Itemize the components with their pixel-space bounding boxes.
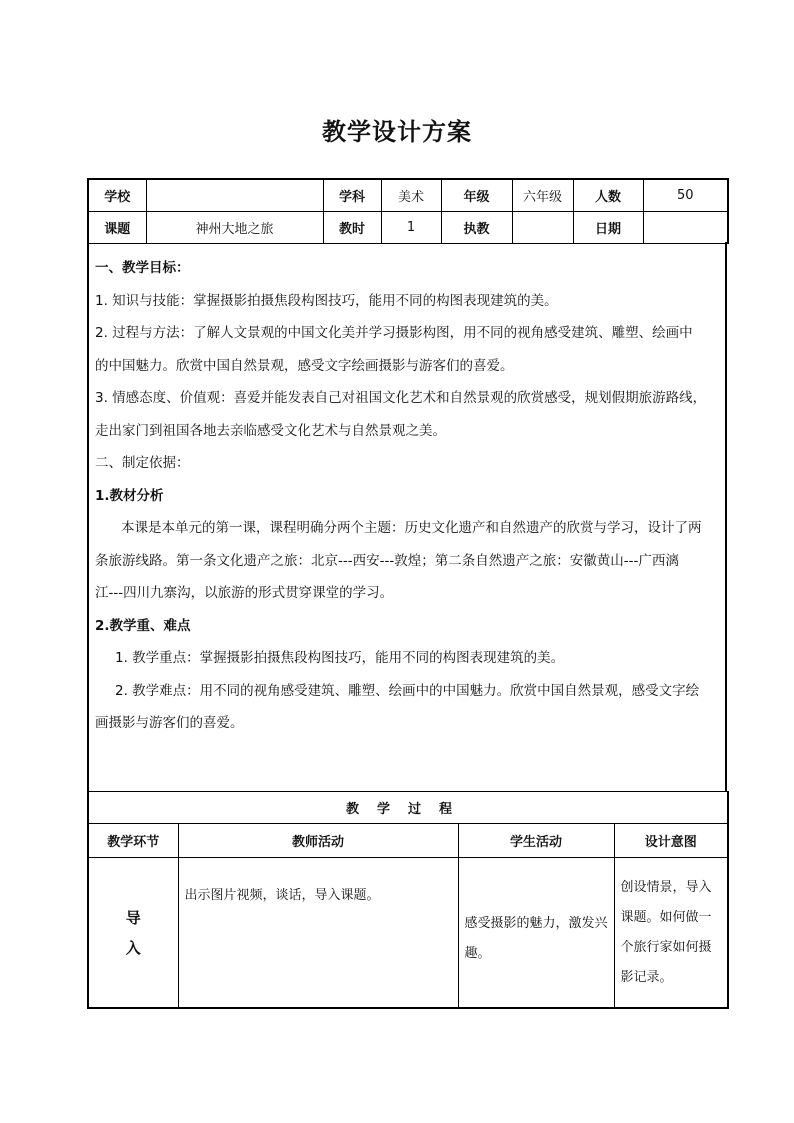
content-section [87, 242, 727, 791]
count-label: 人数 [573, 179, 643, 212]
grade-label: 年级 [441, 179, 512, 212]
info-table [87, 178, 729, 244]
teacher-value [512, 212, 573, 244]
page-title: 教学设计方案 [322, 118, 472, 146]
process-table [87, 791, 729, 1009]
subject-value: 美术 [381, 179, 441, 212]
school-value [146, 179, 323, 212]
count-value: 50 [643, 179, 728, 212]
material-analysis-line-2: 条旅游线路。第一条文化遗产之旅：北京---西安---敦煌；第二条自然遗产之旅：安徽黄山---广西漓 [95, 552, 679, 569]
stage-char-2: 入 [125, 938, 141, 957]
objective-1: 1. 知识与技能：掌握摄影拍摄焦段构图技巧，能用不同的构图表现建筑的美。 [95, 292, 558, 309]
school-label: 学校 [88, 179, 146, 212]
table-row [88, 858, 728, 1009]
process-header: 教学过程 [88, 792, 728, 824]
teacher-label: 执教 [441, 212, 512, 244]
stage-cell [88, 858, 178, 1009]
design-intent: 创设情景，导入课题。如何做一个旅行家如何摄影记录。 [614, 858, 728, 1009]
teacher-activity: 出示图片视频，谈话，导入课题。 [178, 858, 458, 1009]
col-student-header: 学生活动 [458, 824, 614, 858]
key-point-2a: 2. 教学难点：用不同的视角感受建筑、雕塑、绘画中的中国魅力。欣赏中国自然景观，感受文字绘 [115, 682, 700, 699]
material-analysis-heading: 1.教材分析 [95, 487, 164, 504]
grade-value: 六年级 [512, 179, 573, 212]
hours-value: 1 [381, 212, 441, 244]
topic-label: 课题 [88, 212, 146, 244]
topic-value: 神州大地之旅 [146, 212, 323, 244]
student-activity: 感受摄影的魅力，激发兴趣。 [458, 858, 614, 1009]
objective-3a: 3. 情感态度、价值观：喜爱并能发表自己对祖国文化艺术和自然景观的欣赏感受，规划假期旅游路线， [95, 390, 707, 406]
objectives-heading: 一、教学目标： [95, 260, 190, 276]
key-points-heading: 2.教学重、难点 [95, 617, 191, 634]
stage-char-1: 导 [125, 908, 141, 927]
col-stage-header: 教学环节 [88, 824, 178, 858]
col-teacher-header: 教师活动 [178, 824, 458, 858]
date-label: 日期 [573, 212, 643, 244]
objective-2a: 2. 过程与方法：了解人文景观的中国文化美并学习摄影构图，用不同的视角感受建筑、雕塑、绘画中 [95, 325, 693, 341]
objective-2b: 的中国魅力。欣赏中国自然景观，感受文字绘画摄影与游客们的喜爱。 [95, 357, 514, 374]
basis-heading: 二、制定依据： [95, 455, 190, 471]
key-point-2b: 画摄影与游客们的喜爱。 [95, 715, 244, 731]
subject-label: 学科 [323, 179, 381, 212]
hours-label: 教时 [323, 212, 381, 244]
objective-3b: 走出家门到祖国各地去亲临感受文化艺术与自然景观之美。 [95, 422, 446, 439]
material-analysis-line-3: 江---四川九寨沟，以旅游的形式贯穿课堂的学习。 [95, 585, 394, 601]
col-intent-header: 设计意图 [614, 824, 728, 858]
material-analysis-line-1: 本课是本单元的第一课，课程明确分两个主题：历史文化遗产和自然遗产的欣赏与学习，设计了两 [121, 520, 702, 536]
date-value [643, 212, 728, 244]
key-point-1: 1. 教学重点：掌握摄影拍摄焦段构图技巧，能用不同的构图表现建筑的美。 [115, 650, 565, 666]
